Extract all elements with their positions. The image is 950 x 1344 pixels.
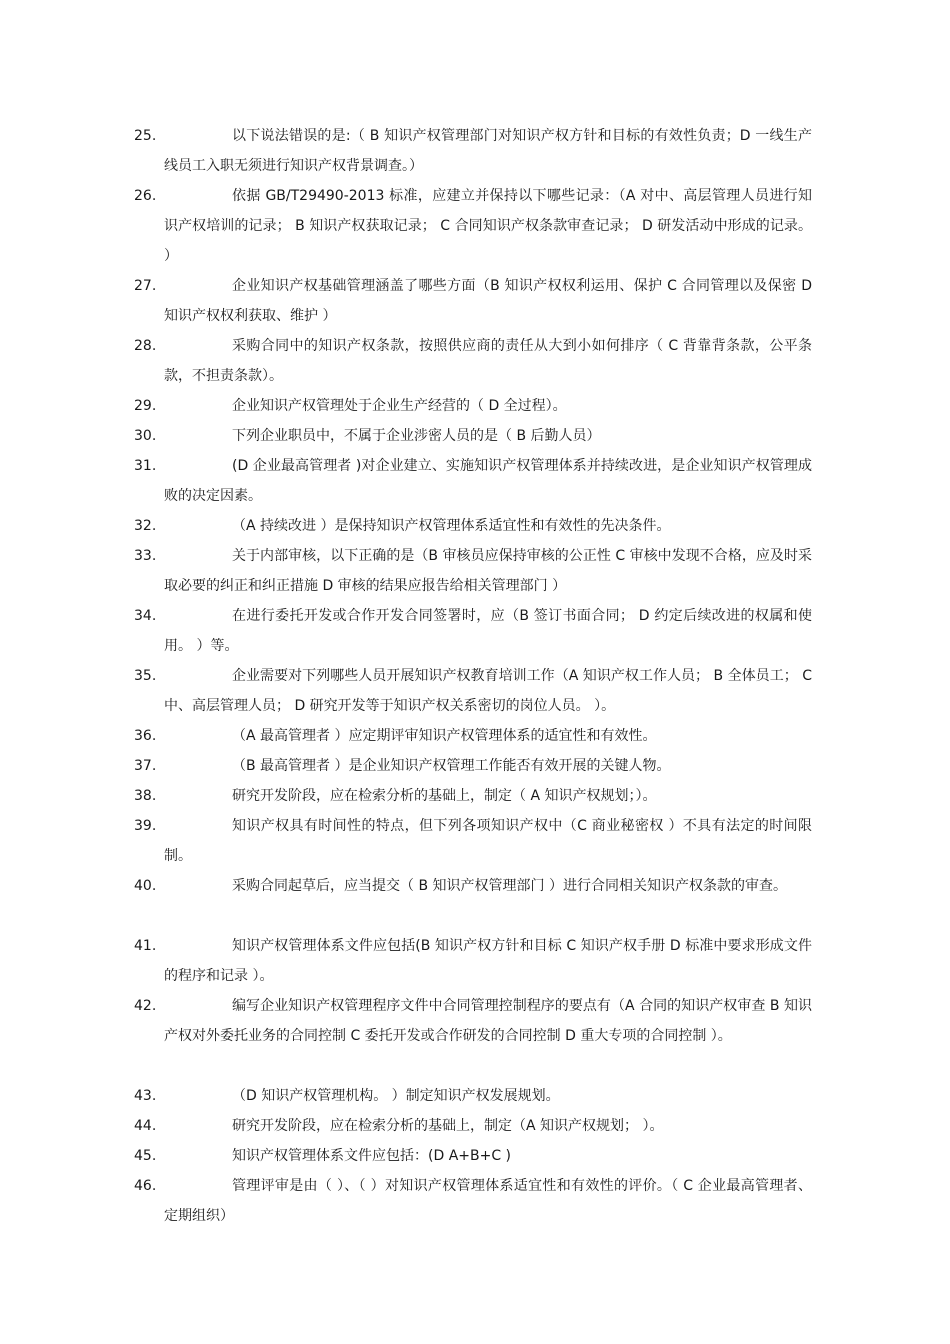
- question-text: 知识产权管理体系文件应包括：(D A+B+C ): [232, 1148, 512, 1164]
- question-39: [134, 811, 812, 871]
- question-text: 企业需要对下列哪些人员开展知识产权教育培训工作（A 知识产权工作人员； B 全体员工； C 中、高层管理人员； D 研究开发等于知识产权关系密切的岗位人员。 ）。: [164, 668, 812, 714]
- question-number: 40.: [134, 878, 157, 894]
- question-number: 44.: [134, 1118, 157, 1134]
- question-number: 41.: [134, 938, 157, 954]
- question-38: [134, 781, 812, 811]
- question-number: 28.: [134, 338, 157, 354]
- question-text: 知识产权管理体系文件应包括(B 知识产权方针和目标 C 知识产权手册 D 标准中要求形成文件的程序和记录 ）。: [164, 938, 812, 984]
- question-number: 26.: [134, 188, 157, 204]
- question-number: 30.: [134, 428, 157, 444]
- question-text: 以下说法错误的是:（ B 知识产权管理部门对知识产权方针和目标的有效性负责；D 一线生产线员工入职无须进行知识产权背景调查。）: [164, 128, 812, 174]
- question-46: [134, 1171, 812, 1231]
- question-text: 企业知识产权基础管理涵盖了哪些方面（B 知识产权权利运用、保护 C 合同管理以及保密 D 知识产权权利获取、维护 ）: [164, 278, 812, 324]
- question-number: 45.: [134, 1148, 157, 1164]
- question-36: [134, 721, 812, 751]
- question-33: [134, 541, 812, 601]
- question-text: (D 企业最高管理者 )对企业建立、实施知识产权管理体系并持续改进，是企业知识产权管理成败的决定因素。: [164, 458, 812, 504]
- question-number: 33.: [134, 548, 157, 564]
- question-text: 采购合同中的知识产权条款，按照供应商的责任从大到小如何排序（ C 背靠背条款，公平条款，不担责条款）。: [164, 338, 812, 384]
- question-26: [134, 181, 812, 271]
- question-number: 34.: [134, 608, 157, 624]
- question-41: [134, 931, 812, 991]
- question-number: 36.: [134, 728, 157, 744]
- question-text: 采购合同起草后，应当提交（ B 知识产权管理部门 ）进行合同相关知识产权条款的审查。: [232, 878, 787, 894]
- question-number: 39.: [134, 818, 157, 834]
- question-number: 27.: [134, 278, 157, 294]
- question-number: 29.: [134, 398, 157, 414]
- question-number: 31.: [134, 458, 157, 474]
- question-number: 43.: [134, 1088, 157, 1104]
- question-text: （B 最高管理者 ）是企业知识产权管理工作能否有效开展的关键人物。: [232, 758, 671, 774]
- question-number: 42.: [134, 998, 157, 1014]
- question-text: 研究开发阶段，应在检索分析的基础上，制定（ A 知识产权规划；）。: [232, 788, 657, 804]
- question-number: 32.: [134, 518, 157, 534]
- question-text: 研究开发阶段，应在检索分析的基础上，制定（A 知识产权规划； ）。: [232, 1118, 664, 1134]
- question-text: 下列企业职员中，不属于企业涉密人员的是（ B 后勤人员）: [232, 428, 601, 444]
- question-35: [134, 661, 812, 721]
- question-text: 关于内部审核，以下正确的是（B 审核员应保持审核的公正性 C 审核中发现不合格，应及时采取必要的纠正和纠正措施 D 审核的结果应报告给相关管理部门 ）: [164, 548, 812, 594]
- question-40: [134, 871, 812, 901]
- question-text: 管理评审是由（ ）、（ ）对知识产权管理体系适宜性和有效性的评价。（ C 企业最高管理者、定期组织）: [164, 1178, 812, 1224]
- question-text: （A 持续改进 ）是保持知识产权管理体系适宜性和有效性的先决条件。: [232, 518, 671, 534]
- question-43: [134, 1081, 812, 1111]
- question-number: 46.: [134, 1178, 157, 1194]
- question-text: 企业知识产权管理处于企业生产经营的（ D 全过程）。: [232, 398, 567, 414]
- question-32: [134, 511, 812, 541]
- question-30: [134, 421, 812, 451]
- question-44: [134, 1111, 812, 1141]
- question-37: [134, 751, 812, 781]
- question-number: 38.: [134, 788, 157, 804]
- question-29: [134, 391, 812, 421]
- question-42: [134, 991, 812, 1051]
- question-text: 依据 GB/T29490-2013 标准，应建立并保持以下哪些记录：（A 对中、高层管理人员进行知识产权培训的记录； B 知识产权获取记录； C 合同知识产权条款审查记录； D 研发活动中形成的记录。 ）: [164, 188, 812, 264]
- question-28: [134, 331, 812, 391]
- question-34: [134, 601, 812, 661]
- question-27: [134, 271, 812, 331]
- question-text: （A 最高管理者 ）应定期评审知识产权管理体系的适宜性和有效性。: [232, 728, 657, 744]
- question-number: 37.: [134, 758, 157, 774]
- question-text: 知识产权具有时间性的特点，但下列各项知识产权中（C 商业秘密权 ）不具有法定的时间限制。: [164, 818, 812, 864]
- question-number: 25.: [134, 128, 157, 144]
- question-45: [134, 1141, 812, 1171]
- question-31: [134, 451, 812, 511]
- question-text: 在进行委托开发或合作开发合同签署时，应（B 签订书面合同； D 约定后续改进的权属和使用。 ）等。: [164, 608, 812, 654]
- question-number: 35.: [134, 668, 157, 684]
- question-text: 编写企业知识产权管理程序文件中合同管理控制程序的要点有（A 合同的知识产权审查 B 知识产权对外委托业务的合同控制 C 委托开发或合作研发的合同控制 D 重大专项的合同控制 ）。: [164, 998, 812, 1044]
- question-25: [134, 121, 812, 181]
- question-text: （D 知识产权管理机构。 ）制定知识产权发展规划。: [232, 1088, 560, 1104]
